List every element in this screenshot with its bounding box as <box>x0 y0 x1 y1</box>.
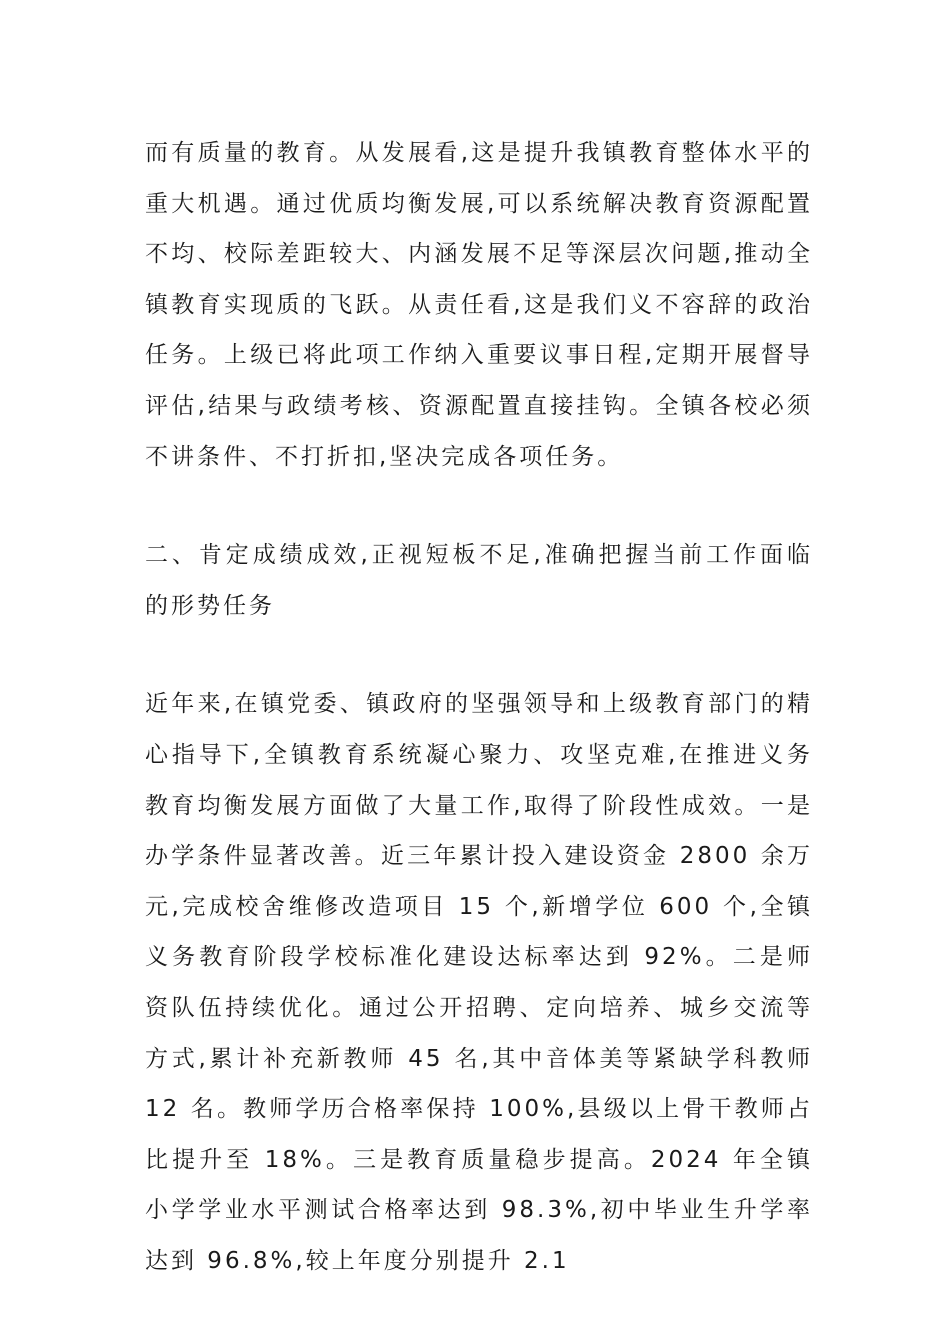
body-paragraph: 近年来,在镇党委、镇政府的坚强领导和上级教育部门的精心指导下,全镇教育系统凝心聚力、攻坚克难,在推进义务教育均衡发展方面做了大量工作,取得了阶段性成效。一是办学条件显著改善。近三年累计投入建设资金 2800 余万元,完成校舍维修改造项目 15 个,新增学位 600 个,全镇义务教育阶段学校标准化建设达标率达到 92%。二是师资队伍持续优化。通过公开招聘、定向培养、城乡交流等方式,累计补充新教师 45 名,其中音体美等紧缺学科教师 12 名。教师学历合格率保持 100%,县级以上骨干教师占比提升至 18%。三是教育质量稳步提高。2024 年全镇小学学业水平测试合格率达到 98.3%,初中毕业生升学率达到 96.8%,较上年度分别提升 2.1 <box>145 691 813 1274</box>
document-body <box>145 128 813 1286</box>
body-paragraph: 而有质量的教育。从发展看,这是提升我镇教育整体水平的重大机遇。通过优质均衡发展,可以系统解决教育资源配置不均、校际差距较大、内涵发展不足等深层次问题,推动全镇教育实现质的飞跃。从责任看,这是我们义不容辞的政治任务。上级已将此项工作纳入重要议事日程,定期开展督导评估,结果与政绩考核、资源配置直接挂钩。全镇各校必须不讲条件、不打折扣,坚决完成各项任务。 <box>145 140 813 470</box>
section-heading: 二、肯定成绩成效,正视短板不足,准确把握当前工作面临的形势任务 <box>145 542 813 619</box>
